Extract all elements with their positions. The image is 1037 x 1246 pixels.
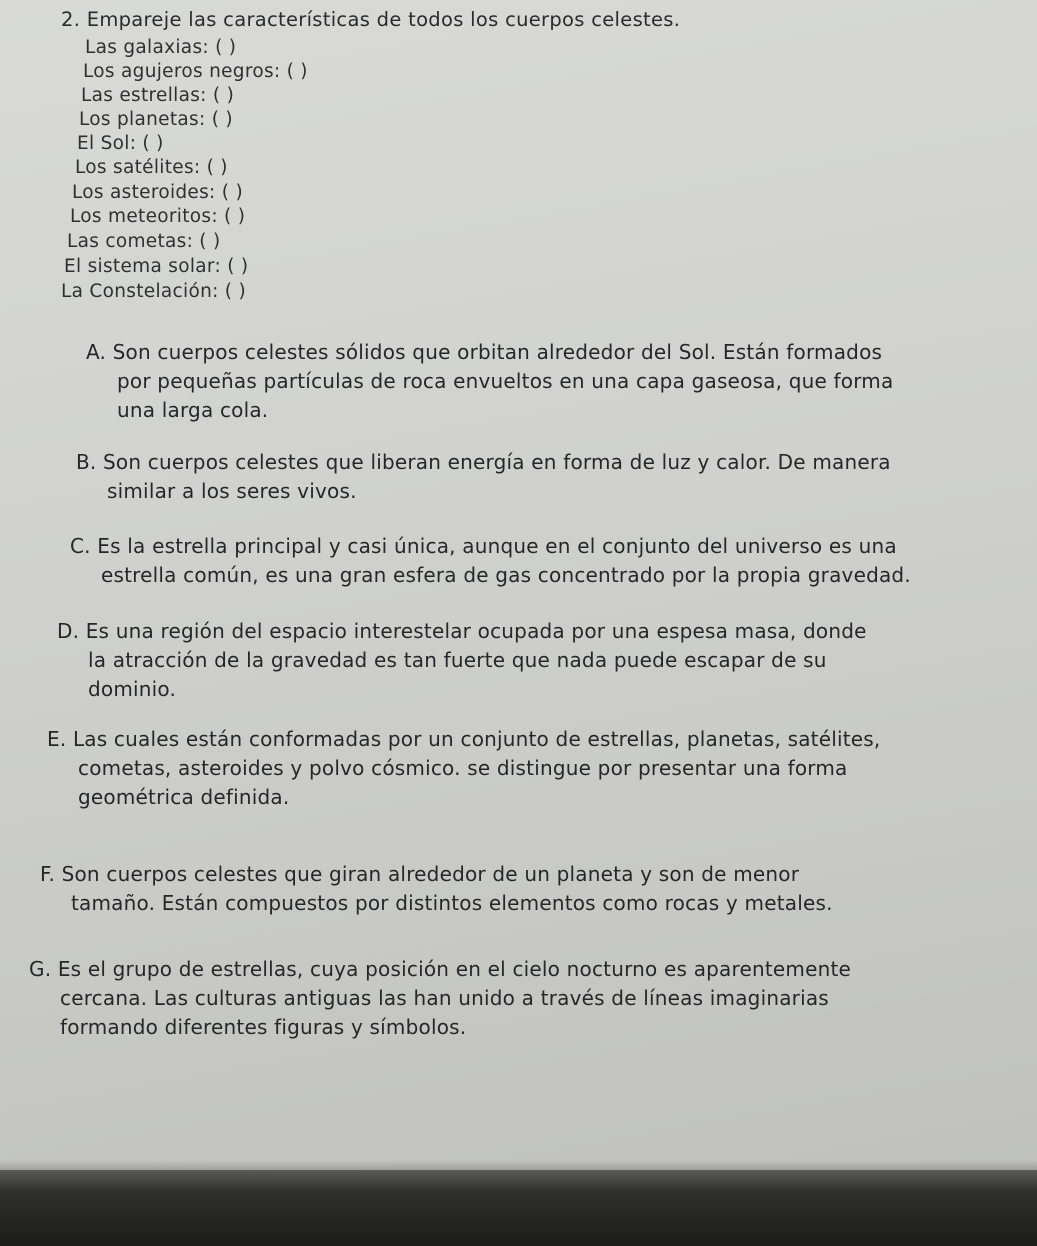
definition-b-line-1: B. Son cuerpos celestes que liberan energía en forma de luz y calor. De manera — [76, 450, 891, 474]
item-meteoritos: Los meteoritos: ( ) — [70, 206, 246, 227]
definition-g-line-3: formando diferentes figuras y símbolos. — [60, 1015, 467, 1039]
definition-a — [86, 338, 893, 425]
item-constelacion: La Constelación: ( ) — [61, 281, 247, 302]
definition-a-line-3: una larga cola. — [117, 398, 269, 422]
definition-d-line-2: la atracción de la gravedad es tan fuerte que nada puede escapar de su — [88, 648, 827, 672]
definition-g-line-2: cercana. Las culturas antiguas las han unido a través de líneas imaginarias — [60, 986, 829, 1010]
definition-f — [40, 860, 833, 918]
item-agujeros-negros: Los agujeros negros: ( ) — [83, 61, 308, 82]
dark-background-strip — [0, 1170, 1037, 1246]
item-cometas: Las cometas: ( ) — [67, 231, 221, 252]
definition-c — [70, 532, 911, 590]
item-estrellas: Las estrellas: ( ) — [81, 85, 235, 106]
definition-d-line-1: D. Es una región del espacio interestelar ocupada por una espesa masa, donde — [57, 619, 867, 643]
definition-b — [76, 448, 891, 506]
definition-g-line-1: G. Es el grupo de estrellas, cuya posición en el cielo nocturno es aparentemente — [29, 957, 852, 981]
item-sistema-solar: El sistema solar: ( ) — [64, 256, 249, 277]
definition-c-line-2: estrella común, es una gran esfera de gas concentrado por la propia gravedad. — [101, 563, 911, 587]
item-planetas: Los planetas: ( ) — [79, 109, 233, 130]
definition-e-line-1: E. Las cuales están conformadas por un conjunto de estrellas, planetas, satélites, — [47, 727, 881, 751]
definition-g — [29, 955, 851, 1042]
definition-e — [47, 725, 880, 812]
definition-a-line-1: A. Son cuerpos celestes sólidos que orbitan alrededor del Sol. Están formados — [86, 340, 883, 364]
definition-e-line-3: geométrica definida. — [78, 785, 290, 809]
definition-e-line-2: cometas, asteroides y polvo cósmico. se distingue por presentar una forma — [78, 756, 848, 780]
item-satelites: Los satélites: ( ) — [75, 157, 228, 178]
question-title: 2. Empareje las características de todos los cuerpos celestes. — [61, 8, 681, 31]
definition-b-line-2: similar a los seres vivos. — [107, 479, 357, 503]
definition-d-line-3: dominio. — [88, 677, 177, 701]
definition-a-line-2: por pequeñas partículas de roca envueltos en una capa gaseosa, que forma — [117, 369, 894, 393]
definition-d — [57, 617, 867, 704]
item-asteroides: Los asteroides: ( ) — [72, 182, 243, 203]
item-galaxias: Las galaxias: ( ) — [85, 37, 237, 58]
item-sol: El Sol: ( ) — [77, 133, 164, 154]
definition-f-line-2: tamaño. Están compuestos por distintos elementos como rocas y metales. — [71, 891, 833, 915]
definition-f-line-1: F. Son cuerpos celestes que giran alrededor de un planeta y son de menor — [40, 862, 800, 886]
definition-c-line-1: C. Es la estrella principal y casi única, aunque en el conjunto del universo es una — [70, 534, 897, 558]
